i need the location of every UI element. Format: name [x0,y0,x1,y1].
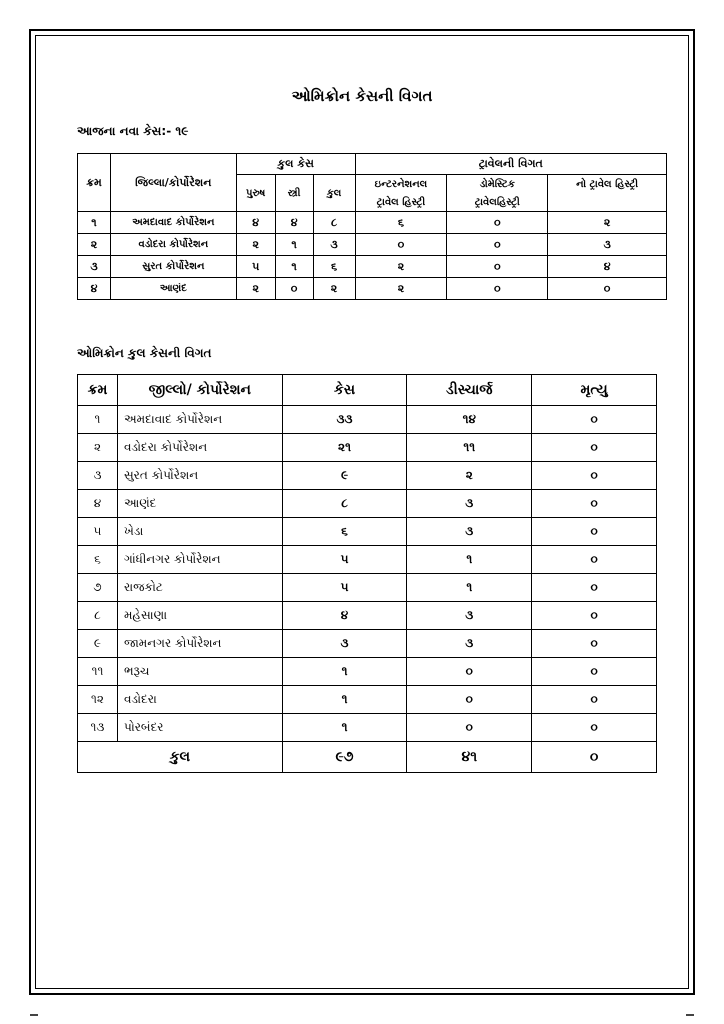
cell-sr: ૧ [78,406,118,434]
new-cases-label: આજના નવા કેસ:- ૧૯ [77,124,189,138]
total-death: ૦ [532,742,657,773]
cell-cases: ૫ [282,574,407,602]
cell-sr: ૬ [78,546,118,574]
total-row [78,742,657,773]
header-discharge: ડીસ્ચાર્જ [407,375,532,406]
corner-mark-right [686,1014,694,1016]
cell-discharge: ૦ [407,686,532,714]
table-row [78,462,657,490]
cell-sr: ૨ [78,234,111,256]
cell-sr: ૧૧ [78,658,118,686]
header-domestic: ડોમેસ્ટિક [447,175,548,194]
table-row [78,212,667,234]
header-male: પુરુષ [236,175,275,212]
cell-district: આણંદ [110,278,236,300]
header-district: જિલ્લા/કોર્પોરેશન [110,154,236,212]
header-cases: કેસ [282,375,407,406]
table-row [78,256,667,278]
cell-total: ૮ [313,212,355,234]
cell-sr: ૭ [78,574,118,602]
cell-discharge: ૩ [407,490,532,518]
cell-discharge: ૧ [407,546,532,574]
cell-discharge: ૧ [407,574,532,602]
table-row [78,658,657,686]
cell-male: ૪ [236,212,275,234]
cell-domestic: ૦ [447,212,548,234]
cell-sr: ૪ [78,278,111,300]
cell-female: ૧ [275,234,313,256]
cell-domestic: ૦ [447,234,548,256]
cell-cases: ૬ [282,518,407,546]
table-row [78,714,657,742]
cell-discharge: ૦ [407,714,532,742]
cell-total: ૩ [313,234,355,256]
cell-district: ખેડા [117,518,282,546]
cell-male: ૨ [236,234,275,256]
cell-cases: ૮ [282,490,407,518]
cell-district: ભરૂચ [117,658,282,686]
cell-female: ૪ [275,212,313,234]
header-sr: ક્રમ [78,375,118,406]
cell-male: ૨ [236,278,275,300]
table-row [78,630,657,658]
total-cases: ૯૭ [282,742,407,773]
cell-cases: ૫ [282,546,407,574]
cell-discharge: ૧૧ [407,434,532,462]
cell-sr: ૮ [78,602,118,630]
cell-cases: ૩૩ [282,406,407,434]
cell-discharge: ૧૪ [407,406,532,434]
cell-male: ૫ [236,256,275,278]
corner-mark-left [30,1014,38,1016]
table-row [78,278,667,300]
table-row [78,406,657,434]
header-district: જીલ્લો/ કોર્પોરેશન [117,375,282,406]
cell-discharge: ૩ [407,602,532,630]
table-row [78,234,667,256]
table-row [78,490,657,518]
cell-district: જામનગર કોર્પોરેશન [117,630,282,658]
cell-total: ૬ [313,256,355,278]
cell-discharge: ૨ [407,462,532,490]
cell-sr: ૧૨ [78,686,118,714]
cell-death: ૦ [532,434,657,462]
table-row [78,546,657,574]
cell-cases: ૯ [282,462,407,490]
header-female: સ્ત્રી [275,175,313,212]
cell-international: ૨ [355,278,447,300]
header-international-line2: ટ્રાવેલ હિસ્ટ્રી [355,193,447,212]
cell-district: વડોદરા [117,686,282,714]
cell-international: ૬ [355,212,447,234]
cell-district: રાજકોટ [117,574,282,602]
table-row [78,686,657,714]
cell-discharge: ૩ [407,518,532,546]
header-travel-details: ટ્રાવેલની વિગત [355,154,667,175]
cell-sr: ૧૩ [78,714,118,742]
cell-death: ૦ [532,406,657,434]
cell-cases: ૪ [282,602,407,630]
cell-no-travel: ૪ [548,256,667,278]
cell-sr: ૩ [78,462,118,490]
cell-cases: ૩ [282,630,407,658]
cell-sr: ૫ [78,518,118,546]
cell-sr: ૨ [78,434,118,462]
section-title-total-cases: ઓમિક્રોન કુલ કેસની વિગત [77,346,212,360]
cell-sr: ૧ [78,212,111,234]
cell-death: ૦ [532,518,657,546]
header-total: કુલ [313,175,355,212]
header-no-travel: નો ટ્રાવેલ હિસ્ટ્રી [548,175,667,194]
total-label: કુલ [78,742,283,773]
cell-district: સુરત કોર્પોરેશન [110,256,236,278]
cell-international: ૦ [355,234,447,256]
table-row [78,574,657,602]
cell-sr: ૯ [78,630,118,658]
cell-sr: ૪ [78,490,118,518]
cell-international: ૨ [355,256,447,278]
cell-female: ૦ [275,278,313,300]
header-total-cases: કુલ કેસ [236,154,355,175]
cell-domestic: ૦ [447,278,548,300]
page-title: ઓમિક્રોન કેસની વિગત [291,87,433,105]
cell-discharge: ૩ [407,630,532,658]
total-cases-table [77,374,657,773]
header-domestic-line2: ટ્રાવેલહિસ્ટ્રી [447,193,548,212]
cell-cases: ૧ [282,658,407,686]
cell-district: ગાંધીનગર કોર્પોરેશન [117,546,282,574]
cell-death: ૦ [532,658,657,686]
total-discharge: ૪૧ [407,742,532,773]
cell-district: મહેસાણા [117,602,282,630]
cell-female: ૧ [275,256,313,278]
cell-domestic: ૦ [447,256,548,278]
cell-district: અમદાવાદ કોર્પોરેશન [117,406,282,434]
cell-no-travel: ૨ [548,212,667,234]
cell-death: ૦ [532,546,657,574]
cell-no-travel: ૩ [548,234,667,256]
cell-death: ૦ [532,462,657,490]
cell-cases: ૧ [282,714,407,742]
cell-cases: ૨૧ [282,434,407,462]
cell-cases: ૧ [282,686,407,714]
cell-district: આણંદ [117,490,282,518]
table-row [78,518,657,546]
cell-district: વડોદરા કોર્પોરેશન [117,434,282,462]
header-sr: ક્રમ [78,154,111,212]
table-row [78,434,657,462]
cell-district: અમદાવાદ કોર્પોરેશન [110,212,236,234]
new-cases-table [77,153,667,300]
table-row [78,602,657,630]
header-death: મૃત્યુ [532,375,657,406]
cell-death: ૦ [532,574,657,602]
cell-death: ૦ [532,686,657,714]
cell-total: ૨ [313,278,355,300]
cell-district: પોરબંદર [117,714,282,742]
cell-no-travel: ૦ [548,278,667,300]
cell-district: વડોદરા કોર્પોરેશન [110,234,236,256]
cell-sr: ૩ [78,256,111,278]
header-no-travel-line2 [548,193,667,212]
cell-discharge: ૦ [407,658,532,686]
header-international: ઇન્ટરનેશનલ [355,175,447,194]
cell-district: સુરત કોર્પોરેશન [117,462,282,490]
cell-death: ૦ [532,630,657,658]
cell-death: ૦ [532,602,657,630]
cell-death: ૦ [532,490,657,518]
cell-death: ૦ [532,714,657,742]
